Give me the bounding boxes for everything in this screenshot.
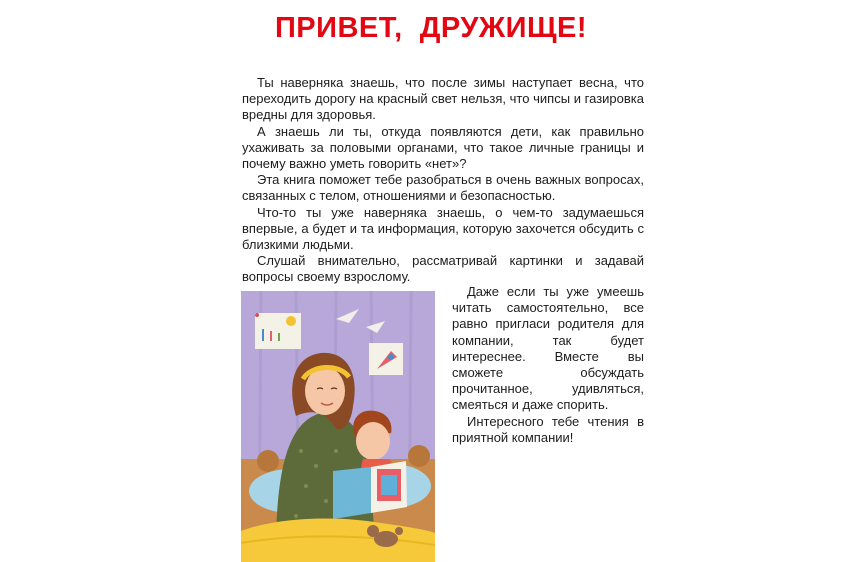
intro-text xyxy=(242,75,644,286)
page-title: ПРИВЕТ, ДРУЖИЩЕ! xyxy=(274,12,588,44)
open-book xyxy=(333,467,371,519)
side-paragraph: Даже если ты уже умеешь читать самостоятельно, все равно пригласи родителя для компании, так будет интереснее. Вместе вы сможете обсуждать прочитанное, удивляться, смеяться и даже спорить. xyxy=(452,284,644,413)
side-paragraph: Интересного тебе чтения в приятной компании! xyxy=(452,413,644,445)
kids-drawing xyxy=(255,313,301,349)
boy-face xyxy=(356,422,390,460)
rocket-drawing xyxy=(369,343,403,375)
intro-paragraph: А знаешь ли ты, откуда появляются дети, как правильно ухаживать за половыми органами, что такое личные границы и почему важно уметь говорить «нет»? xyxy=(242,123,644,172)
intro-paragraph: Ты наверняка знаешь, что после зимы наступает весна, что переходить дорогу на красный свет нельзя, что чипсы и газировка вредны для здоровья. xyxy=(242,75,644,123)
intro-paragraph: Эта книга поможет тебе разобраться в очень важных вопросах, связанных с телом, отношениями и безопасностью. xyxy=(242,172,644,204)
intro-paragraph: Слушай внимательно, рассматривай картинки и задавай вопросы своему взрослому. xyxy=(242,253,644,285)
intro-paragraph: Что-то ты уже наверняка знаешь, о чем-то задумаешься впервые, а будет и та информация, которую захочется обсудить с близкими людьми. xyxy=(242,204,644,253)
mother-reading-illustration xyxy=(241,291,435,562)
mother-face xyxy=(305,367,345,415)
side-text xyxy=(452,284,644,446)
